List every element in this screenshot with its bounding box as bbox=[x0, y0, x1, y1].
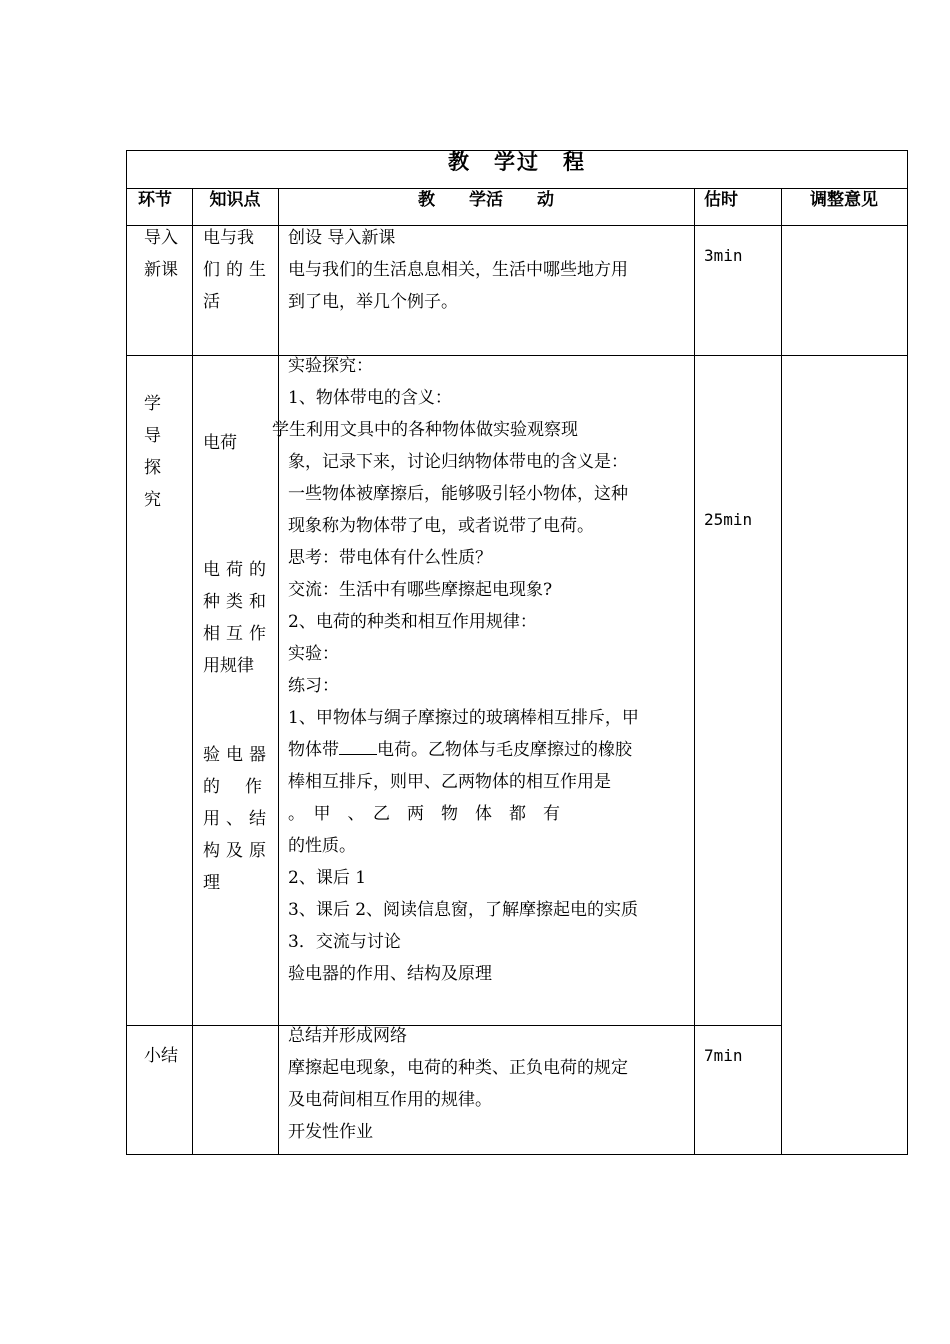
row2-activity-line2: 1、物体带电的含义： bbox=[288, 388, 452, 408]
row2-knowledge-g3-line5: 理 bbox=[203, 873, 220, 893]
row2-knowledge-g3-line2: 的 作 bbox=[203, 777, 266, 797]
row2-stage-line2: 导 bbox=[144, 426, 161, 446]
row2-activity-line1: 实验探究： bbox=[288, 356, 373, 376]
row2-activity-line19: 3．交流与讨论 bbox=[288, 932, 401, 952]
row3-time: 7min bbox=[704, 1046, 743, 1065]
row1-activity-line3: 到了电，举几个例子。 bbox=[288, 292, 458, 312]
row2-activity-line16: 的性质。 bbox=[288, 836, 356, 856]
row2-activity-line8: 交流：生活中有哪些摩擦起电现象? bbox=[288, 580, 553, 600]
blank-prefix: 物体带 bbox=[288, 740, 339, 760]
row2-stage-line4: 究 bbox=[144, 490, 161, 510]
row1-divider bbox=[126, 355, 908, 356]
row1-knowledge-line1 bbox=[203, 222, 270, 254]
row2-stage-line1: 学 bbox=[144, 394, 161, 414]
row2-knowledge-g2-line2: 种类和 bbox=[203, 592, 272, 612]
row2-knowledge-g3-line4: 构及原 bbox=[203, 841, 272, 861]
table-border-right bbox=[907, 150, 908, 1155]
row2-activity-line20: 验电器的作用、结构及原理 bbox=[288, 964, 492, 984]
row2-activity-line9: 2、电荷的种类和相互作用规律： bbox=[288, 612, 537, 632]
row2-activity-line15: 。 甲 、 乙 两 物 体 都 有 bbox=[288, 804, 560, 824]
knowledge-text: 电与我 bbox=[203, 228, 254, 248]
header-knowledge: 知识点 bbox=[209, 190, 261, 210]
row2-stage-line3: 探 bbox=[144, 458, 161, 478]
row1-knowledge-line3: 活 bbox=[203, 292, 220, 312]
header-stage: 环节 bbox=[138, 190, 172, 210]
row1-knowledge-line2: 们的生 bbox=[203, 260, 272, 280]
row2-knowledge-g2-line4: 用规律 bbox=[203, 656, 254, 676]
row2-activity-line4: 象，记录下来，讨论归纳物体带电的含义是： bbox=[288, 452, 628, 472]
row2-divider bbox=[126, 1025, 781, 1026]
row2-knowledge-charge: 电荷 bbox=[203, 433, 237, 453]
row2-knowledge-g3-line1: 验电器 bbox=[203, 745, 272, 765]
header-time: 估时 bbox=[704, 190, 738, 210]
row1-activity-line1: 创设 导入新课 bbox=[288, 228, 396, 248]
table-border-left bbox=[126, 150, 127, 1155]
row2-knowledge-g2-line1: 电荷的 bbox=[203, 560, 272, 580]
row3-stage: 小结 bbox=[144, 1046, 178, 1066]
row2-activity-line11: 练习： bbox=[288, 676, 339, 696]
row2-activity-line17: 2、课后 1 bbox=[288, 868, 367, 888]
row1-time: 3min bbox=[704, 246, 743, 265]
row2-activity-line6: 现象称为物体带了电，或者说带了电荷。 bbox=[288, 516, 594, 536]
header-adjust: 调整意见 bbox=[810, 190, 878, 210]
row1-stage-line2: 新课 bbox=[144, 260, 178, 280]
row2-activity-line14: 棒相互排斥，则甲、乙两物体的相互作用是 bbox=[288, 772, 611, 792]
row1-stage-line1: 导入 bbox=[144, 228, 178, 248]
table-border-bottom bbox=[126, 1154, 908, 1155]
row3-activity-line4: 开发性作业 bbox=[288, 1122, 373, 1142]
row2-knowledge-g3-line3: 用、结 bbox=[203, 809, 272, 829]
col-divider-4 bbox=[781, 188, 782, 1155]
row2-activity-line12: 1、甲物体与绸子摩擦过的玻璃棒相互排斥，甲 bbox=[288, 708, 639, 728]
row2-activity-line10: 实验： bbox=[288, 644, 339, 664]
row2-activity-line3: 学生利用文具中的各种物体做实验观察现 bbox=[272, 420, 578, 440]
row2-activity-line13 bbox=[288, 734, 632, 766]
row2-knowledge-g2-line3: 相互作 bbox=[203, 624, 272, 644]
table-title: 教 学过 程 bbox=[448, 150, 586, 174]
header-activity: 教 学活 动 bbox=[418, 190, 554, 210]
fill-in-blank bbox=[339, 736, 377, 755]
row3-activity-line1: 总结并形成网络 bbox=[288, 1026, 407, 1046]
row2-activity-line18: 3、课后 2、阅读信息窗，了解摩擦起电的实质 bbox=[288, 900, 639, 920]
col-divider-2 bbox=[278, 188, 279, 1155]
blank-suffix: 电荷。乙物体与毛皮摩擦过的橡胶 bbox=[377, 740, 632, 760]
row2-activity-line5: 一些物体被摩擦后，能够吸引轻小物体，这种 bbox=[288, 484, 628, 504]
row2-time: 25min bbox=[704, 510, 753, 529]
row3-activity-line2: 摩擦起电现象，电荷的种类、正负电荷的规定 bbox=[288, 1058, 628, 1078]
row2-activity-line7: 思考：带电体有什么性质？ bbox=[288, 548, 492, 568]
row3-activity-line3: 及电荷间相互作用的规律。 bbox=[288, 1090, 492, 1110]
col-divider-3 bbox=[694, 188, 695, 1155]
col-divider-1 bbox=[192, 188, 193, 1155]
row1-activity-line2: 电与我们的生活息息相关，生活中哪些地方用 bbox=[288, 260, 628, 280]
